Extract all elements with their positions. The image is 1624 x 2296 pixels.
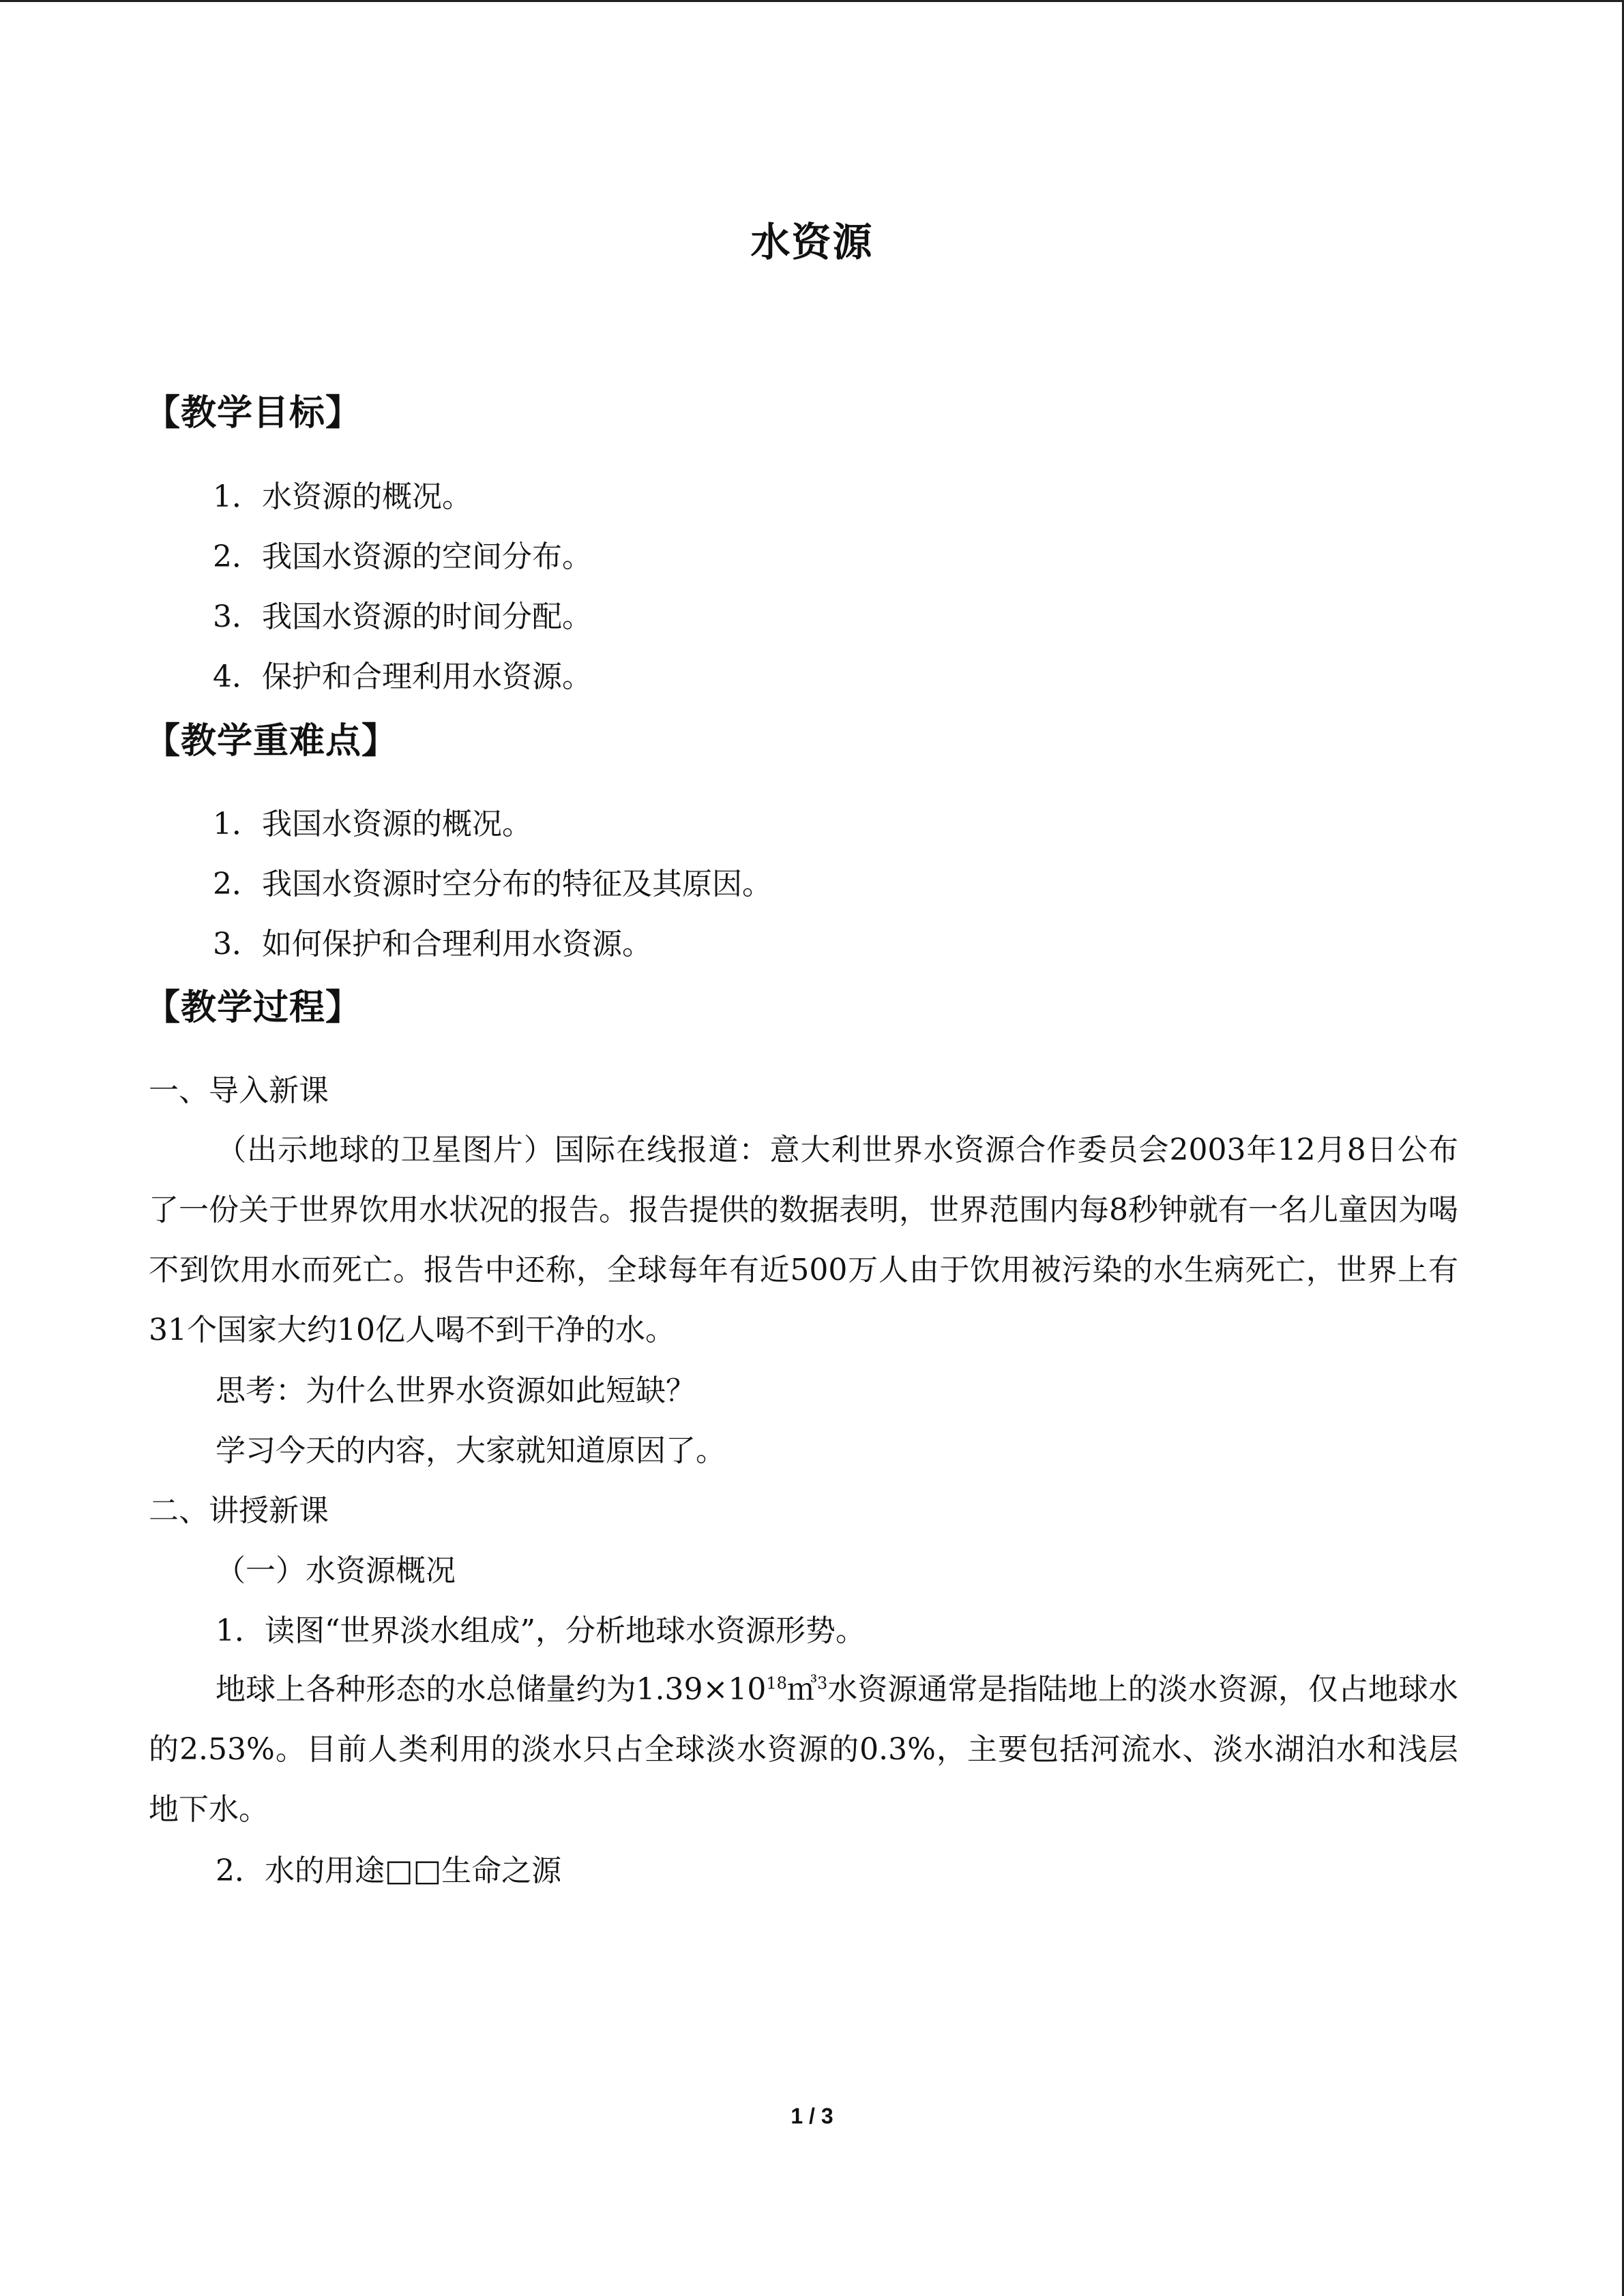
study-line: 学习今天的内容，大家就知道原因了。 — [216, 1433, 726, 1468]
objective-item-1: 1．水资源的概况。 — [213, 479, 472, 514]
intro-paragraph: （出示地球的卫星图片）国际在线报道：意大利世界水资源合作委员会2003年12月8日公布了一份关于世界饮用水状况的报告。报告提供的数据表明，世界范围内每8秒钟就有一名儿童因为喝不到饮用水而死亡。报告中还称，全球每年有近500万人由于饮用被污染的水生病死亡，世界上有31个国家大约10亿人喝不到干净的水。 — [149, 1133, 1458, 1347]
keypoints-heading: 【教学重难点】 — [145, 721, 398, 762]
objective-item-3: 3．我国水资源的时间分配。 — [213, 599, 592, 634]
keypoint-item-3: 3．如何保护和合理利用水资源。 — [213, 927, 652, 961]
page-number: 1 / 3 — [791, 2104, 833, 2128]
process-heading: 【教学过程】 — [145, 987, 362, 1028]
page-title: 水资源 — [750, 219, 874, 265]
part2-title: 二、讲授新课 — [149, 1493, 329, 1528]
objectives-heading: 【教学目标】 — [145, 393, 362, 434]
objective-item-2: 2．我国水资源的空间分布。 — [213, 539, 592, 574]
keypoint-item-1: 1．我国水资源的概况。 — [213, 807, 532, 841]
subsection-title: （一）水资源概况 — [216, 1553, 456, 1588]
lesson-item-1: 1．读图“世界淡水组成”，分析地球水资源形势。 — [216, 1613, 866, 1648]
objective-item-4: 4．保护和合理利用水资源。 — [213, 659, 592, 694]
keypoint-item-2: 2．我国水资源时空分布的特征及其原因。 — [213, 867, 772, 901]
part1-title: 一、导入新课 — [149, 1073, 329, 1108]
water-resource-paragraph: 地球上各种形态的水总储量约为$1.39\times 10^{18}㎥^3$水资源通常是指陆地上的淡水资源，仅占地球水的2.53%。目前人类利用的淡水只占全球淡水资源的0.3%，主要包括河流水、淡水湖泊水和浅层地下水。 — [149, 1672, 1459, 1827]
think-question: 思考：为什么世界水资源如此短缺？ — [216, 1373, 696, 1408]
lesson-item-2: 2．水的用途□□生命之源 — [216, 1853, 562, 1888]
